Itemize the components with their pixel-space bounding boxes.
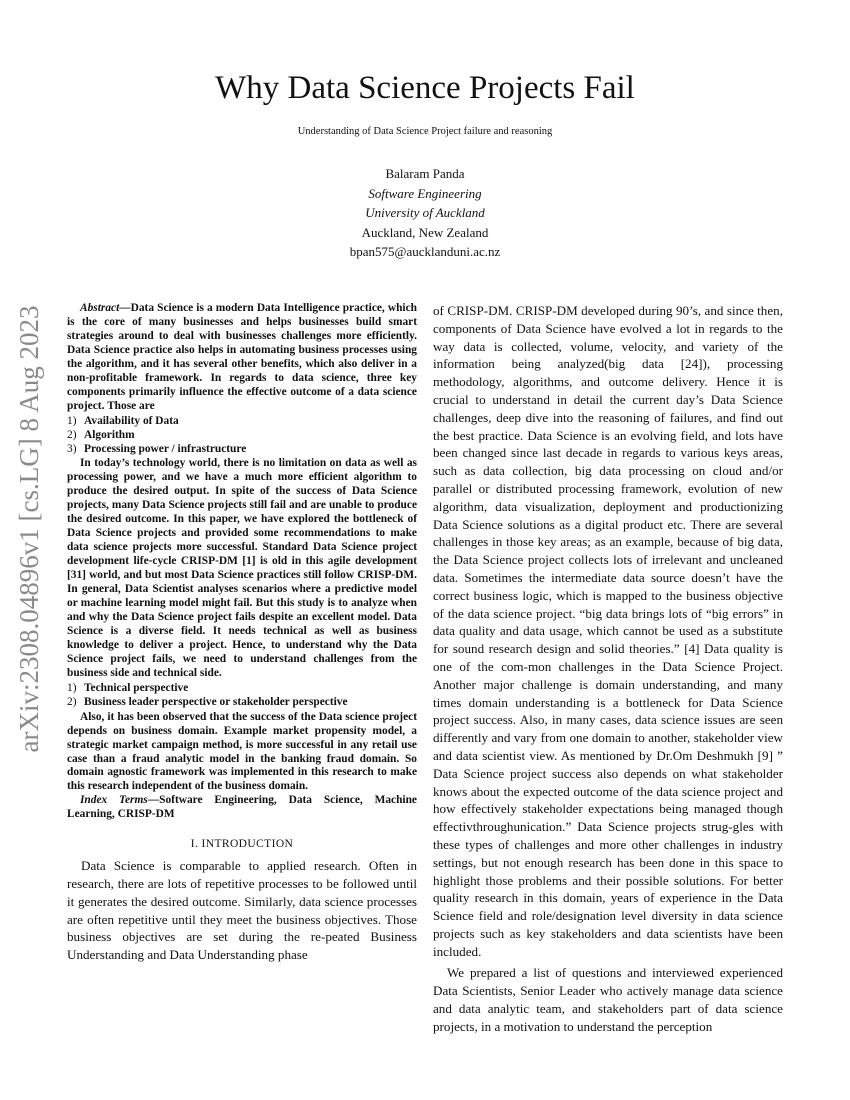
author-email[interactable]: bpan575@aucklanduni.ac.nz [349, 244, 501, 259]
list-item-text: Algorithm [84, 428, 135, 441]
abstract-paragraph-2: In today’s technology world, there is no limitation on data as well as processing power, and we have a much more efficient algorithm to produce the desired output. In spite of the success of Data Science projects, many Data Science projects still fail and are unable to produce the desired outcome. In this paper, we have explored the bottleneck of Data Science projects and provided some recommendations to make data science projects more successful. Standard Data Science project development life-cycle CRISP-DM [1] is old in this agile development [31] world, and but most Data Science practices still follow CRISP-DM. In general, Data Scientist analyses scenarios where a predictive model or machine learning model might fail. But this study is to analyze when and why the Data Science project fails despite an excellent model. Data Science is a diverse field. It needs technical as well as business knowledge to deliver a project. Hence, to understand why the Data Science project fails, we need to understand challenges from the business side and technical side. [67, 457, 417, 679]
index-terms-lead: Index Terms [80, 794, 148, 807]
author-university: University of Auckland [365, 205, 485, 220]
paper-subtitle: Understanding of Data Science Project failure and reasoning [297, 126, 553, 137]
index-terms [67, 794, 417, 822]
intro-paragraph-2: We prepared a list of questions and interviewed experienced Data Scientists, Senior Leader who actively manage data science and data analytic team, and stakeholders part of data science projects, in a motivation to understand the perception [433, 965, 783, 1034]
right-column [433, 302, 783, 1036]
list-item [67, 429, 417, 443]
list-item-number: 1 ) [67, 415, 77, 429]
list-item-number: 1 ) [67, 682, 77, 696]
abstract-text-1: Data Science is a modern Data Intelligence practice, which is the core of many businesses and helps businesses build smart strategies around to deal with businesses challenges more efficiently. Data Science practice also helps in automating business processes using the algorithm, and it has several other benefits, which also deliver in a non-profitable framework. In regards to data science, three key components primarily influence the effective outcome of a data science project. Those are [67, 302, 417, 412]
list-item [67, 443, 417, 457]
list-item-number: 2 ) [67, 429, 77, 443]
perspectives-list [67, 682, 417, 710]
intro-paragraph-1-continued: of CRISP-DM. CRISP-DM developed during 90’s, and since then, components of Data Science have evolved a lot in regards to the way data is collected, volume, velocity, and variety of the information being analyzed(big data [24]), processing methodology, algorithms, and outcome delivery. Hence it is crucial to understand in detail the current day’s Data Science challenges, deep dive into the reasoning of failures, and find out the best practice. Data Science is an evolving field, and lots have been changed since last decade in regards to various keys areas, such as data collection, big data processing on cloud and/or parallel or distributed processing framework, evolution of new algorithm, data visualization, deployment and productionizing Data Science solutions as a digital product etc. There are several challenges in those key areas; as an example, because of big data, the Data Science project collects lots of irrelevant and uncleaned data. Sometimes the intermediate data source doesn’t have the correct business logic, which is mapped to the business objective of the data science project. “big data brings lots of “big errors” in data quality and data usage, which cannot be used as a substitute for sound research design and solid theories.” [4] Data quality is one of the com-mon challenges in the Data Science Project. Another major challenge is domain understanding, and many times domain understanding is a bottleneck for Data Science project success. Also, in many cases, data science issues are seen differently and vary from one domain to another, stakeholder view and data scientist view. As mentioned by Dr.Om Deshmukh [9] ” Data Science project success also depends on what stakeholder knows about the expected outcome of the data science project and how effectively stakeholder expectations being managed though effectivthroughunication.” Data Science projects strug-gles with these types of challenges and more other challenges in industry settings, but not enough research has been done in this space to highlight those problems and their possible solutions. For better quality research in this domain, years of experience in the Data Science field and role/designation level diversity in data science projects such as key stakeholders and data scientists have been included. [433, 303, 783, 959]
author-location: Auckland, New Zealand [361, 224, 489, 240]
list-item-text: Technical perspective [84, 681, 189, 694]
abstract-paragraph-1 [67, 302, 417, 414]
author-department: Software Engineering [368, 185, 482, 201]
abstract-paragraph-3: Also, it has been observed that the success of the Data science project depends on business domain. Example market propensity model, a strategic market campaign method, is more successful in any retail use case than a fraud analytic model in the banking fraud domain. So domain agnostic framework was implemented in this research to make this research independent of the business domain. [67, 710, 417, 793]
abstract-lead: Abstract [80, 302, 120, 314]
list-item [67, 415, 417, 429]
left-column [67, 302, 417, 964]
list-item-text: Availability of Data [84, 414, 179, 427]
key-components-list [67, 415, 417, 457]
intro-paragraph-1: Data Science is comparable to applied research. Often in research, there are lots of repetitive processes to be followed until it generates the desired outcome. Similarly, data science processes are often repetitive until they meet the business objectives. Those business objectives are set during the re-peated Business Understanding and Data Understanding phase [67, 858, 417, 963]
section-heading-introduction: I. INTRODUCTION [190, 838, 294, 851]
list-item-number: 2 ) [67, 696, 77, 710]
list-item-text: Business leader perspective or stakeholder perspective [84, 695, 348, 708]
list-item [67, 682, 417, 696]
paper-title: Why Data Science Projects Fail [215, 70, 635, 106]
index-terms-text: —Software Engineering, Data Science, Machine Learning, CRISP-DM [67, 794, 417, 821]
list-item [67, 696, 417, 710]
author-name: Balaram Panda [385, 166, 465, 181]
list-item-text: Processing power / infrastructure [84, 442, 247, 455]
arxiv-stamp: arXiv:2308.04896v1 [cs.LG] 8 Aug 2023 [14, 305, 44, 753]
list-item-number: 3 ) [67, 443, 77, 457]
abstract-dash: — [119, 302, 131, 314]
author-block [0, 164, 850, 262]
